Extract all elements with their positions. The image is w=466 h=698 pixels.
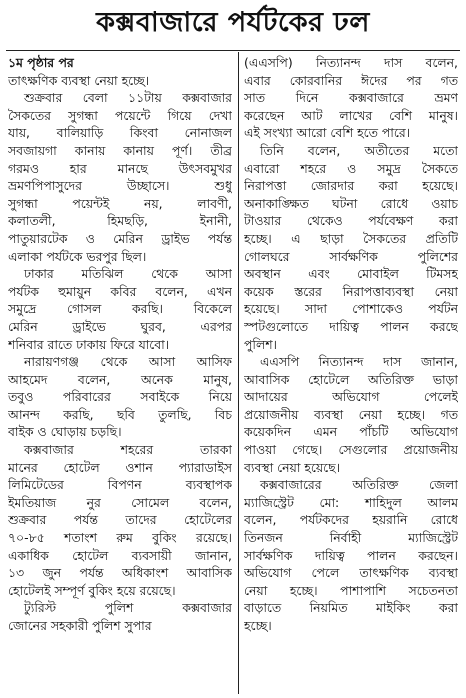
- text-line: আদায়ের অভিযোগ পেলেই: [244, 389, 458, 405]
- text-line: এলাকা পর্যটকে ভরপুর ছিল।: [8, 248, 147, 264]
- text-line: লিমিটেডের বিপণন ব্যবস্থাপক: [8, 477, 232, 493]
- text-line: ৭০-৮৫ শতাংশ রুম বুকিং রয়েছে।: [8, 530, 232, 546]
- text-line: এবারো শহরে ও সমুদ্র সৈকতে: [244, 160, 458, 176]
- text-line: ট্যুরিস্ট পুলিশ কক্সবাজার: [24, 600, 232, 616]
- text-line: সমুদ্রে গোসল করছি। বিকেলে: [8, 301, 232, 317]
- text-line: পাতুয়ারটেক ও মেরিন ড্রাইভ পর্যন্ত: [8, 230, 232, 246]
- text-line: হচ্ছে। এ ছাড়া সৈকতের প্রতিটি: [244, 230, 458, 246]
- text-line: মেরিন ড্রাইভে ঘুরব, এরপর: [8, 318, 232, 334]
- text-line: শনিবার রাতে ঢাকায় ফিরে যাবো।: [8, 336, 170, 352]
- text-line: অনাকাঙ্ক্ষিত ঘটনা রোধে ওয়াচ: [244, 195, 458, 211]
- text-line: ঢাকার মতিঝিল থেকে আসা: [24, 266, 232, 282]
- text-line: কয়েক স্তরের নিরাপত্তাব্যবস্থা নেয়া: [244, 283, 458, 299]
- text-line: অভিযোগ পেলে তাৎক্ষণিক ব্যবস্থা: [244, 565, 458, 581]
- text-line: গরমও হার মানছে উৎসবমুখর: [8, 160, 232, 176]
- text-line: পাওয়া গেছে। সেগুলোর প্রয়োজনীয়: [244, 442, 458, 458]
- text-line: সুগন্ধা পয়েন্টই নয়, লাবণী,: [8, 195, 232, 211]
- text-line: তিনি বলেন, অতীতের মতো: [260, 142, 458, 158]
- text-line: সৈকতের সুগন্ধা পয়েন্টে গিয়ে দেখা: [8, 107, 232, 123]
- headline-divider: [6, 50, 460, 51]
- text-line: গোলঘরে সার্বক্ষণিক পুলিশের: [244, 248, 458, 264]
- text-line: ভ্রমণপিপাসুদের উচ্ছাসে। শুধু: [8, 178, 232, 194]
- text-line: এবার কোরবানির ঈদের পর গত: [244, 72, 458, 88]
- text-line: স্পটগুলোতে দায়িত্ব পালন করছে: [244, 318, 458, 334]
- text-line: কলাতলী, হিমছড়ি, ইনানী,: [8, 213, 232, 229]
- text-line: প্রয়োজনীয় ব্যবস্থা নেয়া হচ্ছে। গত: [244, 406, 458, 422]
- text-line: শুক্রবার বেলা ১১টায় কক্সবাজার: [24, 90, 232, 106]
- text-line: বলেন, পর্যটকদের হয়রানি রোধে: [244, 512, 458, 528]
- text-line: (এএসপি) নিত্যানন্দ দাস বলেন,: [244, 55, 458, 70]
- text-line: অবস্থান এবং মোবাইল টিমসহ: [244, 266, 458, 282]
- text-line: কক্সবাজারের অতিরিক্ত জেলা: [260, 477, 458, 493]
- text-line: মানের হোটেল ওশান প্যারাডাইস: [8, 459, 232, 475]
- text-line: এই সংখ্যা আরো বেশি হতে পারে।: [244, 125, 411, 141]
- text-line: হয়েছে। সাদা পোশাকেও পর্যটন: [244, 301, 458, 317]
- text-line: ম্যাজিস্ট্রেট মো: শাহিদুল আলম: [244, 494, 458, 510]
- text-line: যায়, বালিয়াড়ি কিংবা নোনাজল: [8, 125, 232, 141]
- text-line: সবজায়গা কানায় কানায় পূর্ণ। তীব্র: [8, 142, 232, 158]
- article-column-left: [8, 54, 232, 635]
- text-line: সার্বক্ষণিক দায়িত্ব পালন করছেন।: [244, 547, 458, 563]
- text-line: ১৩ জুন পর্যন্ত অধিকাংশ আবাসিক: [8, 565, 232, 581]
- text-line: আবাসিক হোটেলে অতিরিক্ত ভাড়া: [244, 371, 458, 387]
- text-line: সাত দিনে কক্সবাজারে ভ্রমণ: [244, 90, 458, 106]
- text-line: শুক্রবার পর্যন্ত তাদের হোটেলের: [8, 512, 232, 528]
- text-line: একাধিক হোটেল ব্যবসায়ী জানান,: [8, 547, 232, 563]
- text-line: বাইক ও ঘোড়ায় চড়ছি।: [8, 424, 122, 440]
- text-line: নেয়া হচ্ছে। পাশাপাশি সচেতনতা: [244, 582, 458, 598]
- text-line: এএসপি নিত্যানন্দ দাস জানান,: [260, 354, 458, 370]
- text-line: করেছেন আট লাখের বেশি মানুষ।: [244, 107, 458, 123]
- text-line: কয়েকদিন এমন পাঁচটি অভিযোগ: [244, 424, 458, 440]
- headline: কক্সবাজারে পর্যটকের ঢল: [96, 7, 370, 38]
- text-line: টাওয়ার থেকেও পর্যবেক্ষণ করা: [244, 213, 458, 229]
- article-column-right: [244, 54, 458, 635]
- text-line: পুলিশ।: [244, 336, 277, 352]
- text-line: আনন্দ করছি, ছবি তুলছি, বিচ: [8, 406, 232, 422]
- text-line: বাড়াতে নিয়মিত মাইকিং করা: [244, 600, 458, 616]
- column-divider: [238, 52, 239, 694]
- text-line: কক্সবাজার শহরের তারকা: [24, 442, 232, 458]
- text-line: হচ্ছে।: [244, 618, 272, 633]
- text-line: তাৎক্ষণিক ব্যবস্থা নেয়া হচ্ছে।: [8, 72, 150, 88]
- right-column-text: [244, 54, 458, 635]
- text-line: তিনজন নির্বাহী ম্যাজিস্ট্রেট: [244, 530, 458, 546]
- text-line: ব্যবস্থা নেয়া হয়েছে।: [244, 459, 341, 475]
- text-line: নিরাপত্তা জোরদার করা হয়েছে।: [244, 178, 458, 194]
- text-line: পর্যটক হুমায়ুন কবির বলেন, এখন: [8, 283, 232, 299]
- continued-from-label: ১ম পৃষ্ঠার পর: [8, 55, 74, 70]
- text-line: নারায়ণগঞ্জ থেকে আসা আসিফ: [24, 354, 232, 370]
- text-line: আহমেদ বলেন, অনেক মানুষ,: [8, 371, 232, 387]
- left-column-text: [8, 72, 232, 635]
- text-line: ইমতিয়াজ নুর সোমেল বলেন,: [8, 494, 232, 510]
- text-line: জোনের সহকারী পুলিশ সুপার: [8, 618, 152, 633]
- text-line: তবুও পরিবারের সবাইকে নিয়ে: [8, 389, 232, 405]
- text-line: হোটেলই সম্পূর্ণ বুকিং হয়ে রয়েছে।: [8, 582, 176, 598]
